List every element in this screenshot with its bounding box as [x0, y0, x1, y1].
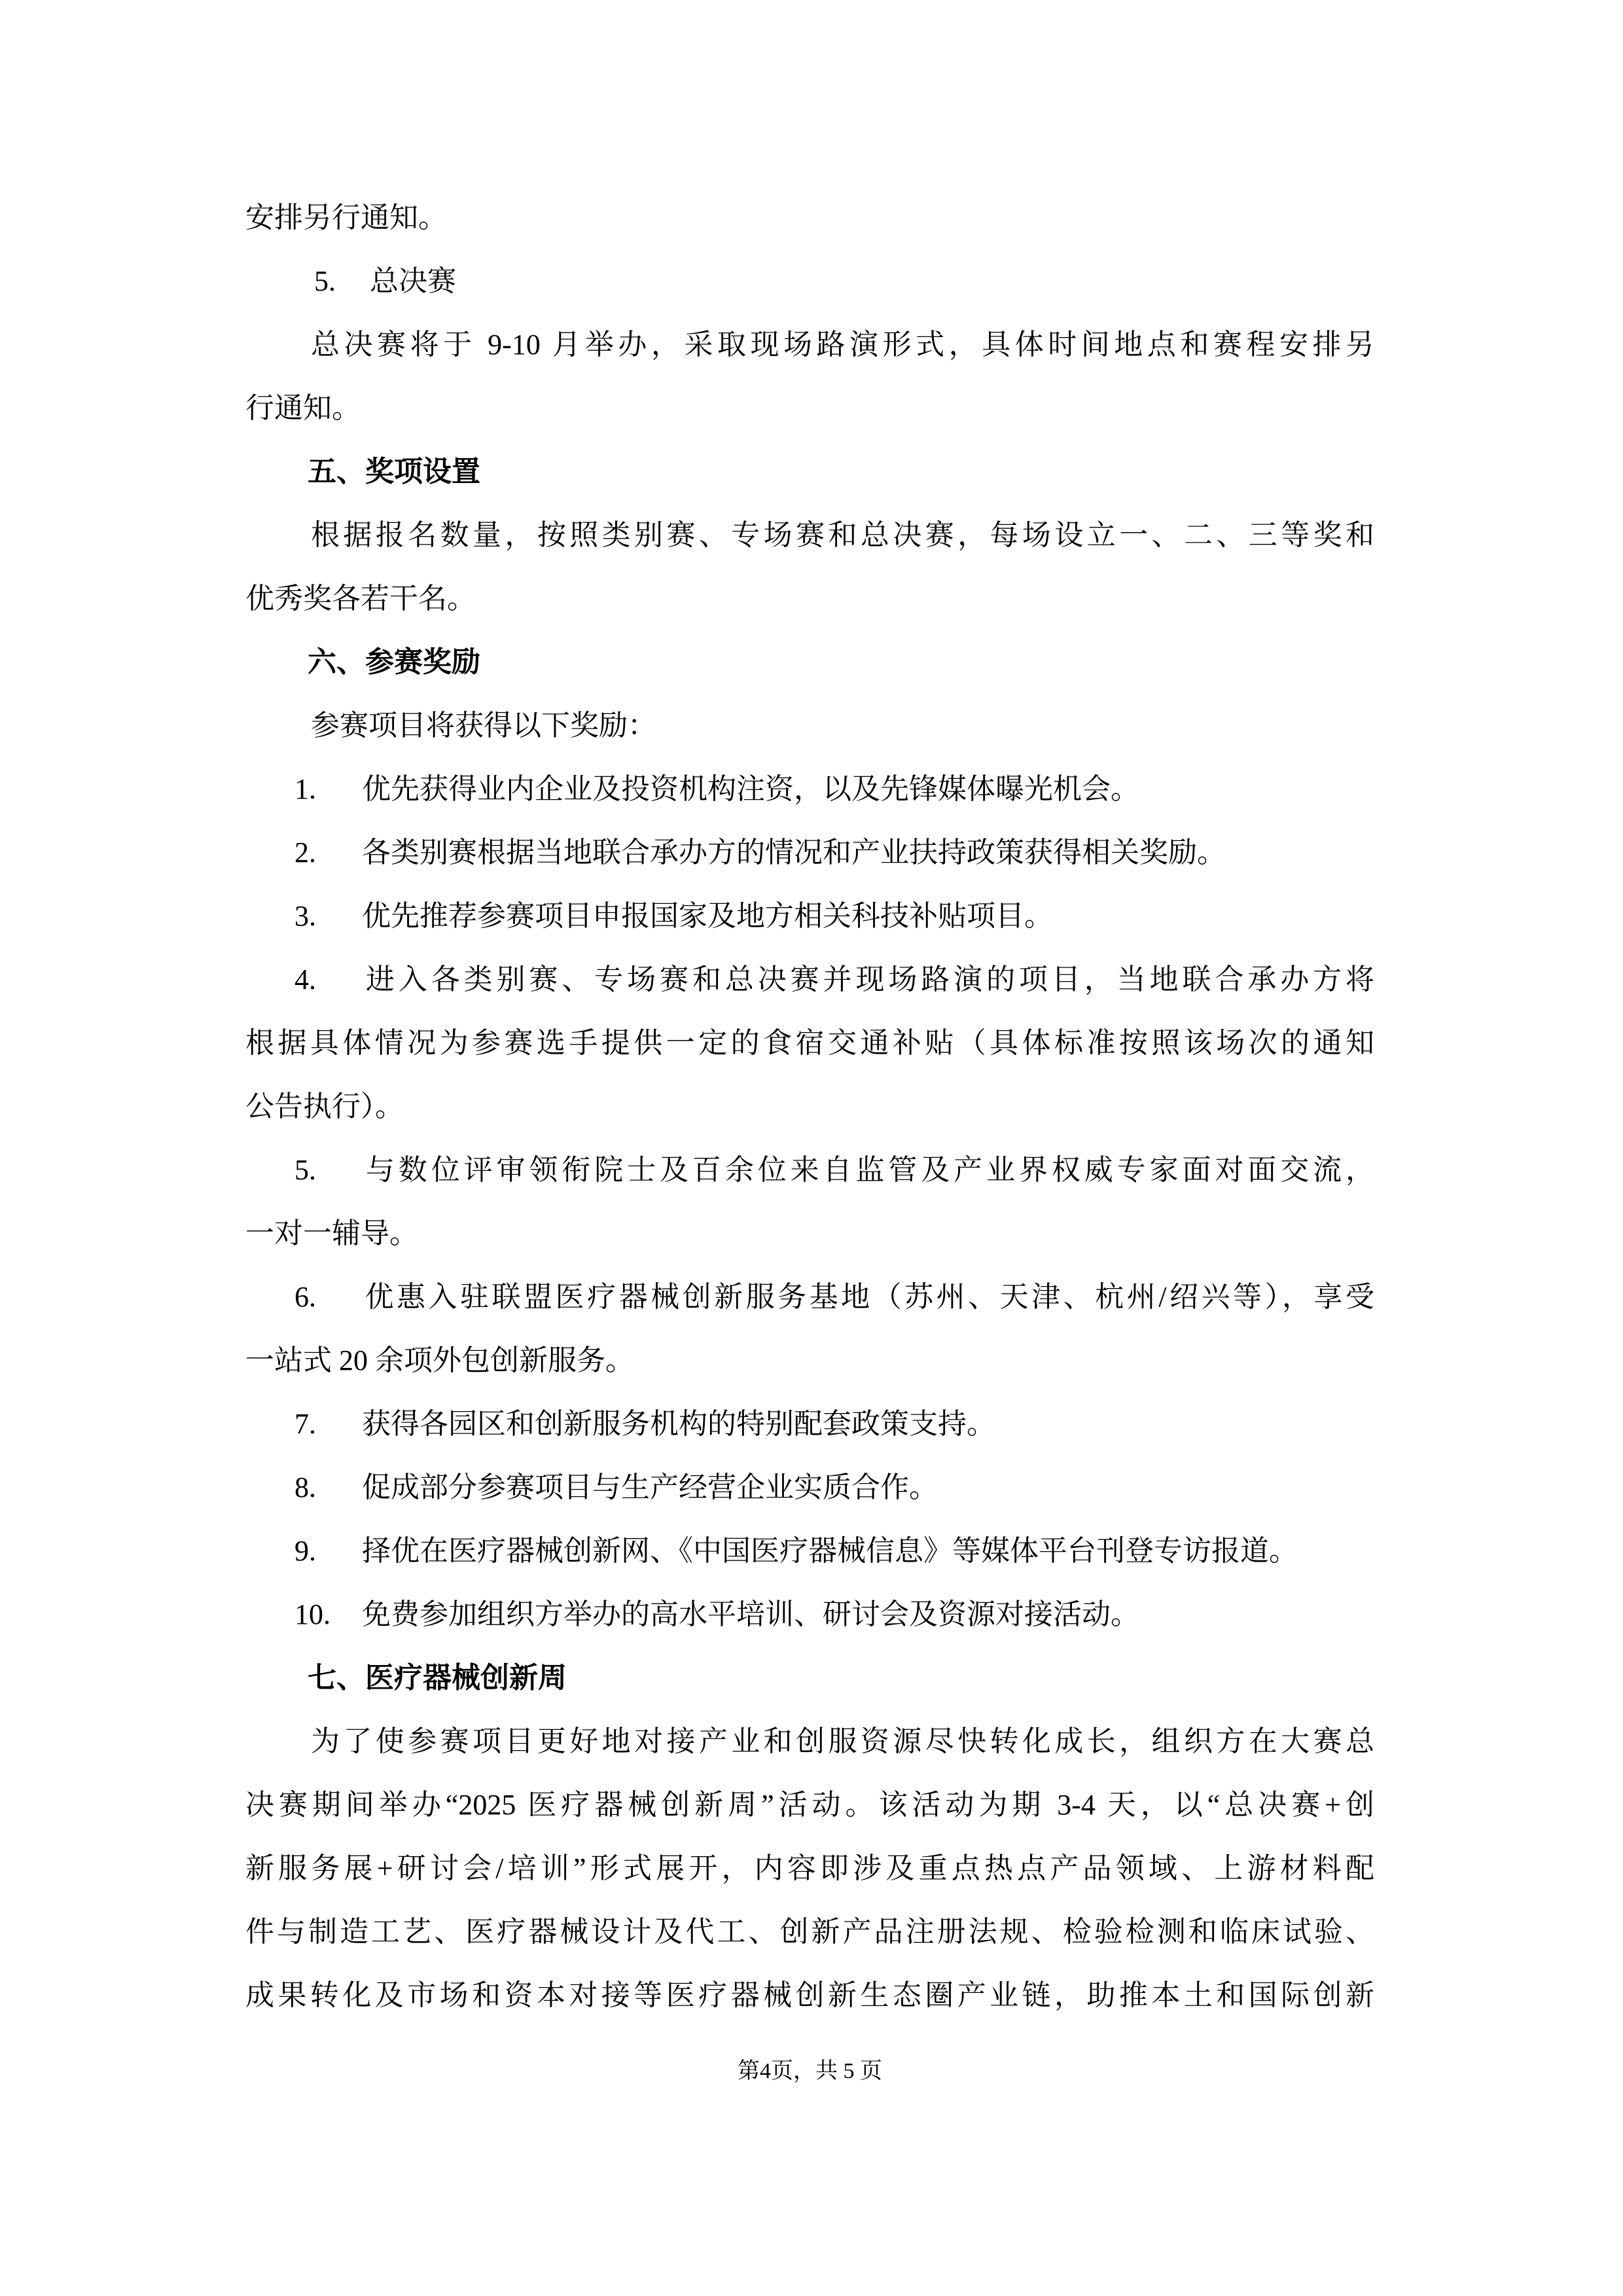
line-text: 总决赛将于 9-10 月举办，采取现场路演形式，具体时间地点和赛程安排另	[311, 329, 1374, 361]
paragraph-first-line	[245, 1710, 1374, 1773]
line-text: 择优在医疗器械创新网、《中国医疗器械信息》等媒体平台刊登专访报道。	[362, 1535, 1298, 1567]
line-text: 优惠入驻联盟医疗器械创新服务基地（苏州、天津、杭州/绍兴等），享受	[362, 1281, 1374, 1313]
line-text: 决赛期间举办“2025 医疗器械创新周”活动。该活动为期 3-4 天，以“总决赛+创	[245, 1789, 1374, 1821]
line-text: 为了使参赛项目更好地对接产业和创服资源尽快转化成长，组织方在大赛总	[311, 1725, 1374, 1757]
paragraph-first-line	[245, 313, 1374, 376]
paragraph-line	[245, 1011, 1374, 1075]
paragraph-line	[245, 1202, 1374, 1265]
page-footer: 第4页，共 5 页	[738, 2059, 882, 2083]
paragraph-line	[245, 1773, 1374, 1837]
list-item-line	[245, 821, 1374, 884]
line-text: 总决赛	[370, 265, 456, 297]
list-item-line	[245, 1519, 1374, 1583]
list-number: 5.	[314, 265, 336, 297]
list-number: 4.	[294, 963, 316, 996]
list-item-line	[245, 1392, 1374, 1456]
paragraph-first-line	[245, 694, 1374, 757]
line-text: 成果转化及市场和资本对接等医疗器械创新生态圈产业链，助推本土和国际创新	[245, 1979, 1374, 2011]
paragraph-line	[245, 376, 1374, 440]
line-text: 免费参加组织方举办的高水平培训、研讨会及资源对接活动。	[362, 1598, 1139, 1630]
line-text: 促成部分参赛项目与生产经营企业实质合作。	[362, 1471, 938, 1503]
line-text: 优秀奖各若干名。	[245, 583, 476, 615]
list-item-line	[245, 1456, 1374, 1519]
section-heading	[245, 630, 1374, 694]
line-text: 七、医疗器械创新周	[308, 1662, 567, 1694]
list-number: 2.	[294, 836, 316, 869]
paragraph-line	[245, 1900, 1374, 1964]
list-number: 9.	[294, 1535, 316, 1567]
line-text: 六、参赛奖励	[308, 646, 480, 678]
list-item-line	[245, 884, 1374, 948]
list-number: 1.	[294, 773, 316, 805]
paragraph-first-line	[245, 503, 1374, 567]
list-number: 3.	[294, 900, 316, 932]
line-text: 行通知。	[245, 392, 361, 424]
line-text: 根据具体情况为参赛选手提供一定的食宿交通补贴（具体标准按照该场次的通知	[245, 1027, 1374, 1059]
line-text: 公告执行）。	[245, 1090, 404, 1122]
line-text: 安排另行通知。	[245, 202, 447, 234]
line-text: 件与制造工艺、医疗器械设计及代工、创新产品注册法规、检验检测和临床试验、	[245, 1916, 1374, 1948]
list-number: 5.	[294, 1154, 316, 1186]
paragraph-line	[245, 1329, 1374, 1392]
list-item-line	[245, 1138, 1374, 1202]
paragraph-line	[245, 1075, 1374, 1138]
paragraph-line	[245, 186, 1374, 249]
list-number: 7.	[294, 1408, 316, 1440]
sub-item-line	[245, 249, 1374, 313]
list-item-line	[245, 757, 1374, 821]
paragraph-line	[245, 1964, 1374, 2027]
list-number: 10.	[294, 1598, 330, 1630]
line-text: 优先推荐参赛项目申报国家及地方相关科技补贴项目。	[362, 900, 1053, 932]
line-text: 参赛项目将获得以下奖励：	[311, 709, 656, 742]
list-number: 6.	[294, 1281, 316, 1313]
line-text: 获得各园区和创新服务机构的特别配套政策支持。	[362, 1408, 995, 1440]
line-text: 进入各类别赛、专场赛和总决赛并现场路演的项目，当地联合承办方将	[362, 963, 1374, 996]
list-item-line	[245, 1583, 1374, 1646]
line-text: 根据报名数量，按照类别赛、专场赛和总决赛，每场设立一、二、三等奖和	[311, 519, 1374, 551]
paragraph-line	[245, 567, 1374, 630]
line-text: 优先获得业内企业及投资机构注资，以及先锋媒体曝光机会。	[362, 773, 1139, 805]
list-item-line	[245, 948, 1374, 1011]
document-body	[245, 186, 1374, 2027]
line-text: 一站式 20 余项外包创新服务。	[245, 1344, 634, 1376]
section-heading	[245, 1646, 1374, 1710]
section-heading	[245, 440, 1374, 503]
line-text: 与数位评审领衔院士及百余位来自监管及产业界权威专家面对面交流，	[362, 1154, 1374, 1186]
line-text: 新服务展+研讨会/培训”形式展开，内容即涉及重点热点产品领域、上游材料配	[245, 1852, 1374, 1884]
line-text: 一对一辅导。	[245, 1217, 418, 1249]
line-text: 五、奖项设置	[308, 456, 480, 488]
list-number: 8.	[294, 1471, 316, 1503]
line-text: 各类别赛根据当地联合承办方的情况和产业扶持政策获得相关奖励。	[362, 836, 1226, 869]
list-item-line	[245, 1265, 1374, 1329]
paragraph-line	[245, 1837, 1374, 1900]
